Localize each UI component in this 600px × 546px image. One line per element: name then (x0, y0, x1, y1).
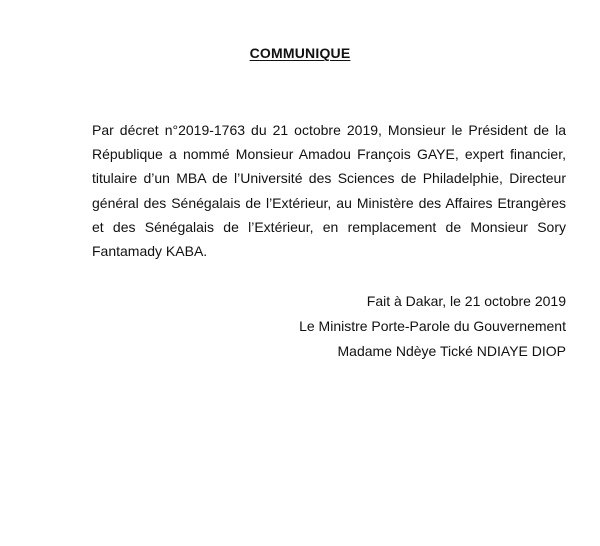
document-body: Par décret n°2019-1763 du 21 octobre 2019, Monsieur le Président de la République a nommé Monsieur Amadou François GAYE, expert financier, titulaire d’un MBA de l’Université des Sciences de Philadelphie, Directeur général des Sénégalais de l’Extérieur, au Ministère des Affaires Etrangères et des Sénégalais de l’Extérieur, en remplacement de Monsieur Sory Fantamady KABA. (92, 122, 566, 260)
document-title-container (0, 45, 600, 61)
signature-block (299, 289, 566, 364)
signature-name: Madame Ndèye Tické NDIAYE DIOP (337, 343, 566, 359)
document-title: COMMUNIQUE (249, 45, 351, 61)
signature-place-date: Fait à Dakar, le 21 octobre 2019 (366, 293, 566, 309)
signature-role: Le Ministre Porte-Parole du Gouvernement (299, 318, 566, 334)
